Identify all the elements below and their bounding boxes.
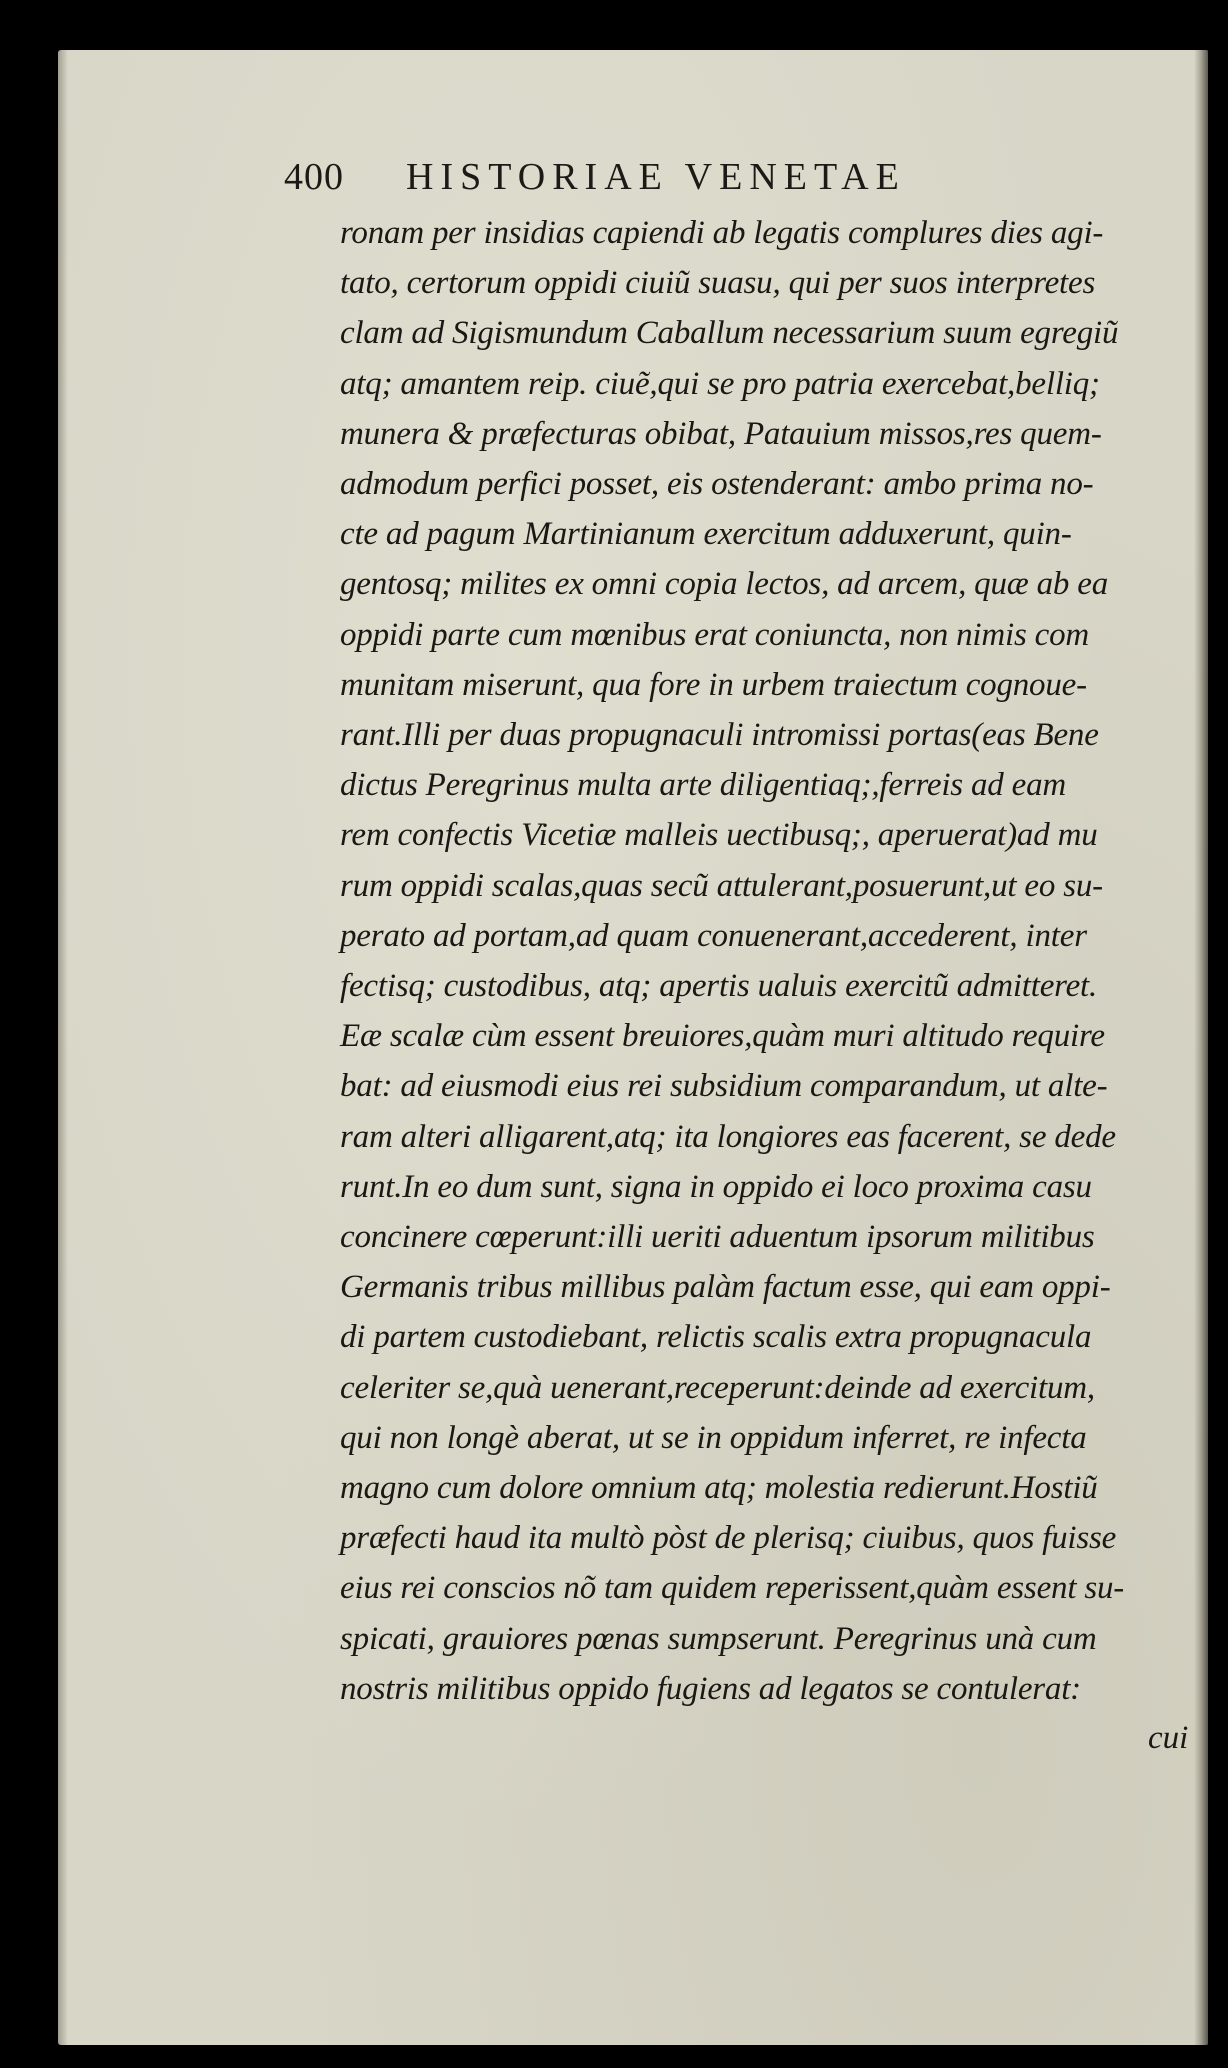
text-line: clam ad Sigismundum Caballum necessarium suum egregiũ (340, 315, 1119, 352)
text-line: ram alteri alligarent,atq; ita longiores eas facerent, se dede (340, 1118, 1116, 1155)
text-line: oppidi parte cum mœnibus erat coniuncta, non nimis com (340, 616, 1090, 653)
text-line: munera & præfecturas obibat, Patauium missos,res quem- (340, 415, 1102, 452)
text-line: Germanis tribus millibus palàm factum esse, qui eam oppi- (340, 1269, 1111, 1306)
text-line: gentosq; milites ex omni copia lectos, ad arcem, quæ ab ea (340, 566, 1109, 603)
text-line: dictus Peregrinus multa arte diligentiaq;,ferreis ad eam (340, 767, 1067, 804)
text-line: rum oppidi scalas,quas secũ attulerant,posuerunt,ut eo su- (340, 867, 1103, 904)
text-line: præfecti haud ita multò pòst de plerisq; ciuibus, quos fuisse (340, 1520, 1117, 1557)
text-line: fectisq; custodibus, atq; apertis ualuis exercitũ admitteret. (340, 968, 1098, 1004)
text-line: eius rei conscios nõ tam quidem reperissent,quàm essent su- (340, 1570, 1125, 1607)
running-head: HISTORIAE VENETAE (406, 156, 906, 198)
text-line: bat: ad eiusmodi eius rei subsidium comparandum, ut alte- (340, 1068, 1108, 1105)
text-line: celeriter se,quà uenerant,receperunt:deinde ad exercitum, (340, 1369, 1095, 1406)
page-gutter-shadow (58, 50, 68, 2045)
catchword: cui (1148, 1720, 1189, 1756)
text-line: perato ad portam,ad quam conuenerant,accederent, inter (340, 917, 1087, 954)
page-edge-shadow (1194, 50, 1208, 2045)
text-line: Eæ scalæ cùm essent breuiores,quàm muri altitudo require (340, 1018, 1105, 1055)
page-header (284, 152, 1124, 202)
text-line: tato, certorum oppidi ciuiũ suasu, qui per suos interpretes (340, 265, 1096, 302)
text-line: munitam miserunt, qua fore in urbem traiectum cognoue- (340, 666, 1087, 703)
text-line: ronam per insidias capiendi ab legatis complures dies agi- (340, 215, 1104, 251)
text-line: rant.Illi per duas propugnaculi intromissi portas(eas Bene (340, 717, 1099, 753)
text-line: di partem custodiebant, relictis scalis extra propugnacula (340, 1319, 1092, 1356)
text-line: cte ad pagum Martinianum exercitum adduxerunt, quin- (340, 516, 1072, 553)
text-line: rem confectis Vicetiæ malleis uectibusq;, aperuerat)ad mu (340, 817, 1098, 854)
text-line: nostris militibus oppido fugiens ad legatos se contulerat: (340, 1670, 1081, 1707)
text-line: magno cum dolore omnium atq; molestia redierunt.Hostiũ (340, 1470, 1098, 1506)
text-line: runt.In eo dum sunt, signa in oppido ei loco proxima casu (340, 1168, 1092, 1205)
text-line: admodum perfici posset, eis ostenderant: ambo prima no- (340, 466, 1094, 502)
page-number: 400 (284, 156, 344, 198)
text-line: qui non longè aberat, ut se in oppidum inferret, re infecta (340, 1419, 1087, 1456)
text-line: concinere cœperunt:illi ueriti aduentum ipsorum militibus (340, 1219, 1095, 1255)
text-line: spicati, grauiores pœnas sumpserunt. Peregrinus unà cum (340, 1620, 1097, 1657)
text-line: atq; amantem reip. ciuẽ,qui se pro patria exercebat,belliq; (340, 365, 1100, 402)
